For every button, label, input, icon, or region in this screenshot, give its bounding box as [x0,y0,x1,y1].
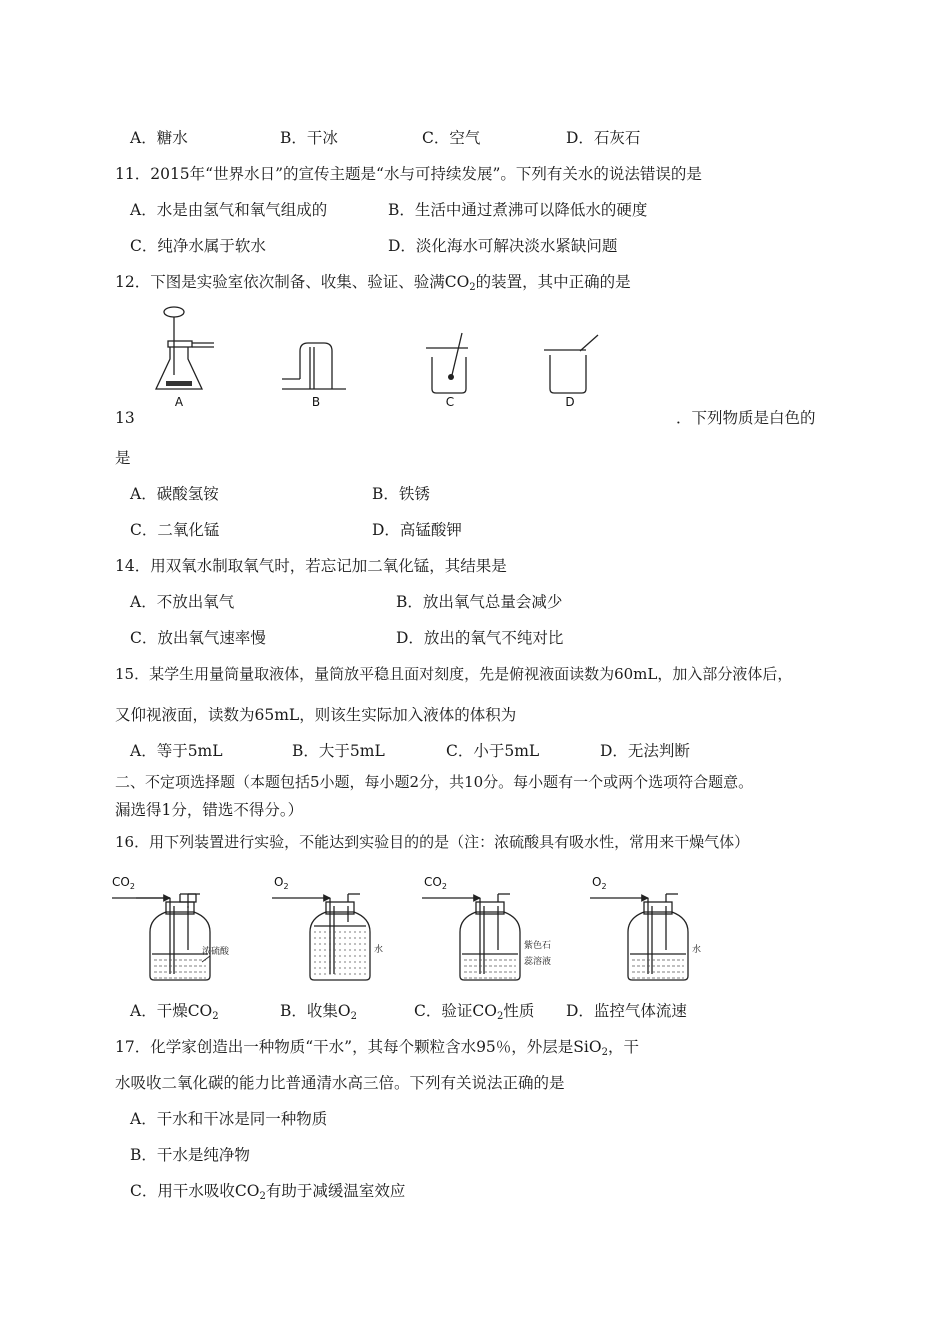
q14-option-b: B．放出氧气总量会减少 [396,593,563,611]
q12-label-d: D [565,395,575,409]
q12-label-b: B [311,395,321,409]
q16-liquid-label-d: 水 [692,945,702,955]
q15-option-c: C．小于5mL [446,742,540,760]
q17-option-a: A．干水和干冰是同一种物质 [130,1110,328,1128]
q15-stem-line1: 15．某学生用量筒量取液体，量筒放平稳且面对刻度，先是俯视液面读数为60mL，加入部分液体后， [115,665,793,683]
q13-stem-cont: 是 [115,449,131,467]
q11-option-c: C．纯净水属于软水 [130,237,266,255]
q16-apparatus-b [272,875,383,980]
q12-label-c: C [445,395,455,409]
q11-option-b: B．生活中通过煮沸可以降低水的硬度 [388,201,648,219]
q16-gas-label-d: $O_2$ [592,875,607,891]
q15-option-a: A．等于5mL [130,742,223,760]
q16-apparatus-d [590,875,701,980]
q12-apparatus-d [544,335,598,393]
q15-stem-line2: 又仰视液面，读数为65mL，则该生实际加入液体的体积为 [115,706,517,724]
q12-apparatus-b [282,343,346,389]
q15-option-b: B．大于5mL [292,742,385,760]
q10-option-b: B．干冰 [280,129,338,147]
q10-option-a: A．糖水 [130,129,188,147]
q16-option-b: B．收集$O_2$ [280,1002,357,1022]
q14-option-a: A．不放出氧气 [130,593,235,611]
q12-apparatus-c [426,333,468,393]
q16-option-d: D．监控气体流速 [566,1002,687,1020]
q14-option-c: C．放出氧气速率慢 [130,629,266,647]
q13-option-c: C．二氧化锰 [130,521,220,539]
section2-heading-line2: 漏选得1分，错选不得分。） [115,801,304,819]
q17-stem-line1: 17．化学家创造出一种物质“干水”，其每个颗粒含水95％，外层是SiO$_2$，干 [115,1038,639,1058]
q13-option-b: B．铁锈 [372,485,430,503]
q14-stem: 14．用双氧水制取氧气时，若忘记加二氧化锰，其结果是 [115,557,507,575]
q12-apparatus-a [156,307,214,389]
q15-option-d: D．无法判断 [600,742,690,760]
q10-option-d: D．石灰石 [566,129,641,147]
section2-heading-line1: 二、不定项选择题（本题包括5小题，每小题2分，共10分。每小题有一个或两个选项符合题意。 [115,773,754,791]
q16-apparatus-a [112,875,230,980]
q16-liquid-label-a: 浓硫酸 [202,947,230,957]
q17-option-c: C．用干水吸收$CO_2$有助于减缓温室效应 [130,1182,406,1202]
q16-liquid-label-c1: 紫色石 [524,941,552,951]
q11-option-d: D．淡化海水可解决淡水紧缺问题 [388,237,618,255]
q16-gas-label-c: $CO_2$ [424,875,447,891]
q10-option-c: C．空气 [422,129,481,147]
q16-apparatus-figure [110,872,710,992]
q16-liquid-label-b: 水 [374,945,384,955]
q13-number: 13 [115,409,135,427]
q12-stem: 12．下图是实验室依次制备、收集、验证、验满$CO_2$的装置，其中正确的是 [115,273,631,293]
q16-gas-label-a: $CO_2$ [112,875,135,891]
q13-option-d: D．高锰酸钾 [372,521,462,539]
q16-apparatus-c [422,875,551,980]
q17-stem-line2: 水吸收二氧化碳的能力比普通清水高三倍。下列有关说法正确的是 [115,1074,565,1092]
q17-option-b: B．干水是纯净物 [130,1146,250,1164]
q16-liquid-label-c2: 蕊溶液 [524,957,552,967]
q11-stem: 11．2015年“世界水日”的宣传主题是“水与可持续发展”。下列有关水的说法错误的是 [115,165,702,183]
q16-gas-label-b: $O_2$ [274,875,289,891]
q12-apparatus-figure [150,303,630,411]
q11-option-a: A．水是由氢气和氧气组成的 [130,201,328,219]
q14-option-d: D．放出的氧气不纯对比 [396,629,564,647]
q16-option-c: C．验证$CO_2$性质 [414,1002,535,1022]
q16-option-a: A．干燥$CO_2$ [130,1002,219,1022]
q16-stem: 16．用下列装置进行实验，不能达到实验目的的是（注：浓硫酸具有吸水性，常用来干燥气体） [115,833,750,851]
q13-option-a: A．碳酸氢铵 [130,485,219,503]
q12-label-a: A [174,395,184,409]
q13-stem: ．下列物质是白色的 [676,409,816,427]
